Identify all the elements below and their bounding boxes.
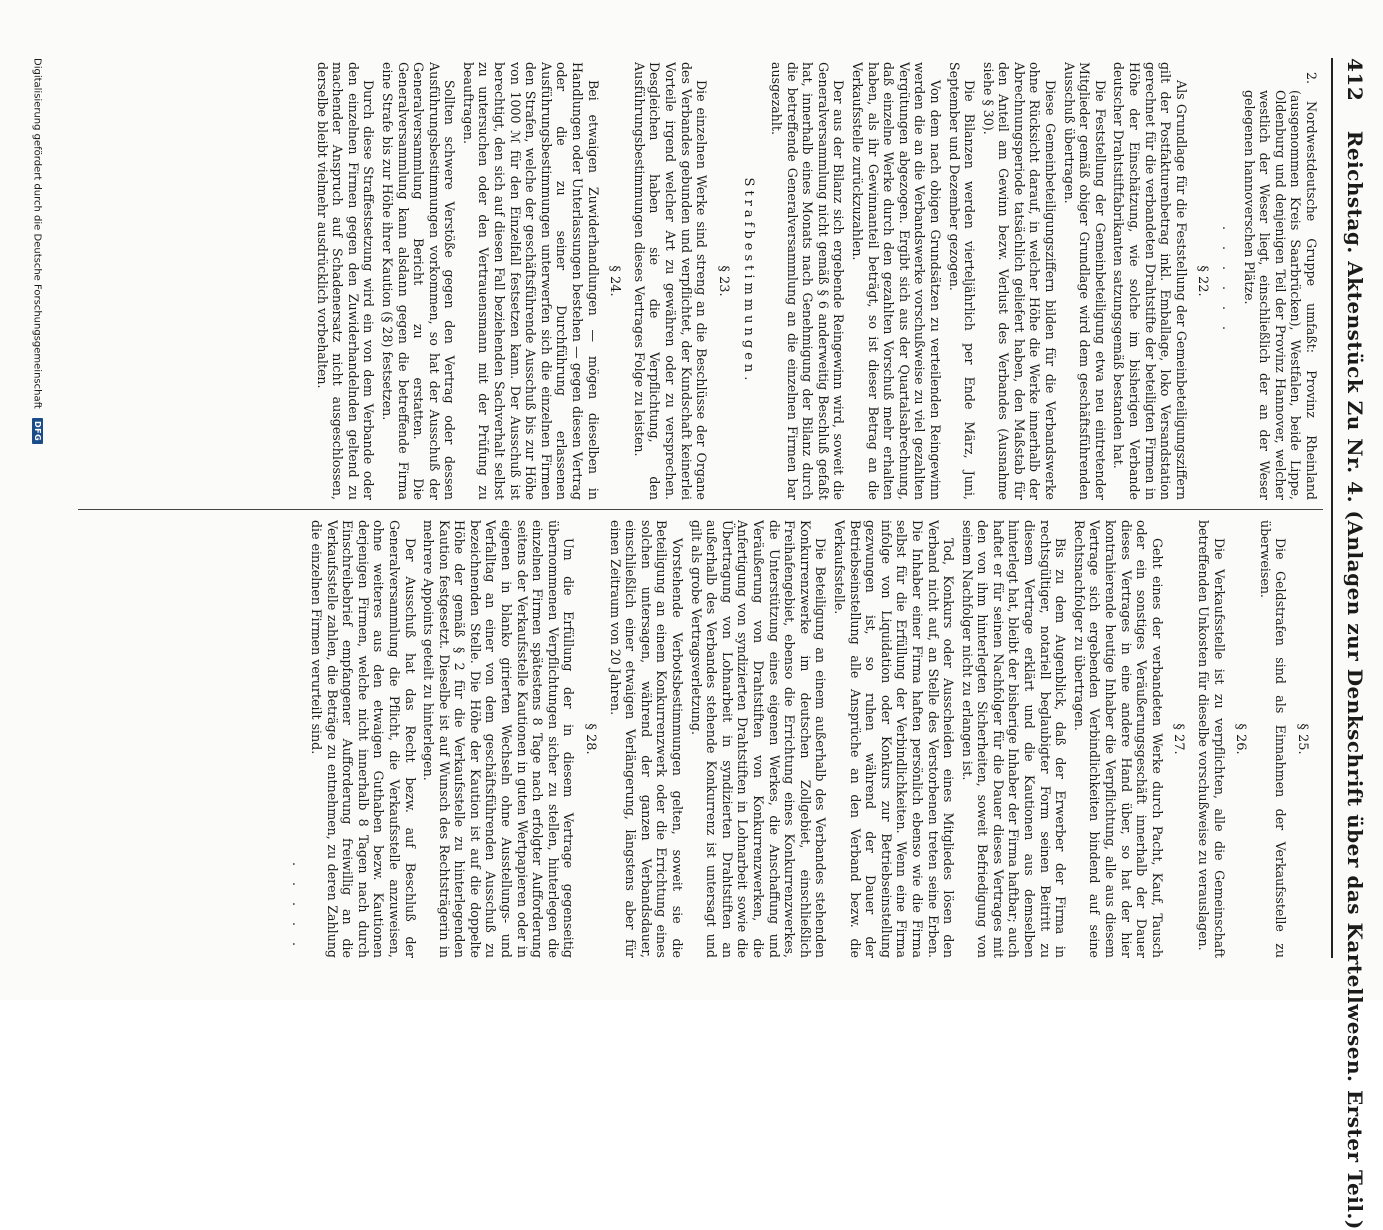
left-column bbox=[79, 62, 1319, 500]
section-27-paragraph: Vorstehende Verbotsbestimmungen gelten, soweit sie die Beteiligung an einem Konkurrenzwerk oder die Errichtung eines solchen untersagen, während der ganzen Verbandsdauer, einschließlich einer etwaigen Verlängerung, längstens aber für einen Zeitraum von 20 Jahren. bbox=[607, 520, 686, 958]
page-number: 412 bbox=[1343, 58, 1367, 102]
right-column bbox=[79, 520, 1319, 958]
funding-notice-text: Digitalisierung gefördert durch die Deutsche Forschungsgemeinschaft bbox=[31, 58, 43, 409]
section-28-paragraph: Der Ausschuß hat das Recht bezw. auf Beschluß der Generalversammlung die Pflicht, die Verkaufsstelle anzuweisen, ohne weiteres aus den etwaigen Guthaben bezw. Kautionen derjenigen Firmen, welche nicht innerhalb 8 Tagen nach durch Einschreibebrief empfangener Aufforderung freiwillig an die Verkaufsstelle zahlen, die Beträge zu entnehmen, zu deren Zahlung die einzelnen Firmen verurteilt sind. bbox=[308, 520, 418, 958]
section-27-paragraph: Geht eines der verbandeten Werke durch Pacht, Kauf, Tausch oder ein sonstiges Veräußerungsgeschäft innerhalb der Dauer dieses Vertrages in eine andere Hand über, so hat der hier kontrahierende heutige Inhaber die Verpflichtung, alle aus diesem Vertrage sich ergebenden Verbindlichkeiten bindend auf seine Rechtsnachfolger zu übertragen. bbox=[1071, 520, 1165, 958]
item-2: 2. Nordwestdeutsche Gruppe umfaßt: Provinz Rheinland (ausgenommen Kreis Saarbrücken), Westfalen, beide Lippe, Oldenburg und denjenigen Teil der Provinz Hannover, welcher westlich der Weser liegt, einschließlich der an der Weser gelegenen hannoverschen Plätze. bbox=[1241, 72, 1319, 500]
section-26-paragraph: Die Verkaufsstelle ist zu verpflichten, alle die Gemeinschaft betreffenden Unkosten für dieselbe vorschußweise zu verauslagen. bbox=[1196, 520, 1227, 958]
omission-dots: . . . . . bbox=[290, 861, 306, 952]
section-22-title: § 22. bbox=[1195, 265, 1211, 297]
column-divider bbox=[78, 509, 1323, 510]
section-27-paragraph: Die Beteiligung an einem außerhalb des Verbandes stehenden Konkurrenzwerke im deutschen Zollgebiet, einschließlich Freihafengebiet, ebenso die Errichtung eines Konkurrenzwerkes, die Unterstützung eines eigenen Werkes, die Anschaffung und Veräußerung von Drahtstiften von Konkurrenzwerken, die Anfertigung von syndizierten Drahtstiften in Lohnarbeit sowie die Übertragung von Lohnarbeit in syndizierten Drahtstiften an außerhalb des Verbandes stehende Konkurrenz ist untersagt und gilt als grobe Vertragsverletzung. bbox=[688, 520, 829, 958]
digitization-notice bbox=[29, 58, 43, 958]
omission-dots: . . . . . . bbox=[1220, 225, 1236, 337]
section-22-paragraph: Als Grundlage für die Feststellung der Gemeinbeteiligungsziffern gilt der Postfakturenbetrag inkl. Emballage, loko Versandstation gerechnet für die verbandeten Drahtstifte der beteiligten Firmen in Höhe der Einschätzung, wie solche im bisherigen Verbande deutscher Drahtstiftfabrikanten satzungsgemäß bestanden hat. bbox=[1111, 62, 1189, 500]
section-27-paragraph: Bis zu dem Augenblick, daß der Erwerber der Firma in rechtsgültiger, notariell beglaubigter Form seinen Beitritt zu diesem Vertrage erklärt und die Kautionen aus demselben hinterlegt hat, bleibt der bisherige Inhaber der Firma haftbar; auch haftet er für seinen Nachfolger für die Dauer dieses Vertrages mit den von ihm hinterlegten Sicherheiten, soweit Befriedigung von seinem Nachfolger nicht zu erlangen ist. bbox=[959, 520, 1069, 958]
section-27-paragraph: Tod, Konkurs oder Ausscheiden eines Mitgliedes lösen den Verband nicht auf, an Stelle des Verstorbenen treten seine Erben. Die Inhaber einer Firma haften persönlich ebenso wie die Firma selbst für die Erfüllung der Verbindlichkeiten. Wenn eine Firma infolge von Liquidation oder Konkurs zur Betriebseinstellung gezwungen ist, so ruhen während der Dauer der Betriebseinstellung alle Ansprüche an den Verband bezw. die Verkaufsstelle. bbox=[831, 520, 957, 958]
section-23-title: § 23. bbox=[715, 265, 731, 297]
section-23-paragraph: Die einzelnen Werke sind streng an die Beschlüsse der Organe des Verbandes gebunden und verpflichtet, der Kundschaft keinerlei Vorteile irgend welcher Art zu gewähren oder zu versprechen. Desgleichen haben sie die Verpflichtung, den Ausführungsbestimmungen dieses Vertrages Folge zu leisten. bbox=[631, 62, 710, 500]
running-title: Reichstag. Aktenstück Zu Nr. 4. (Anlagen zur Denkschrift über das Kartellwesen. Erster Teil.) bbox=[1343, 130, 1367, 1230]
section-heading-strafbestimmungen: Strafbestimmungen. bbox=[741, 177, 757, 385]
dfg-logo bbox=[32, 418, 43, 444]
section-22-paragraph: Der aus der Bilanz sich ergebende Reingewinn wird, soweit die Generalversammlung nicht gemäß § 6 anderweitig Beschluß gefaßt hat, innerhalb eines Monats nach Genehmigung der Bilanz durch die betreffende Generalversammlung an die einzelnen Firmen bar ausgezahlt. bbox=[769, 62, 847, 500]
section-26-title: § 26. bbox=[1233, 723, 1249, 755]
section-27-title: § 27. bbox=[1171, 723, 1187, 755]
header-rule bbox=[1331, 58, 1333, 958]
section-24-paragraph: Bei etwaigen Zuwiderhandlungen — mögen dieselben in Handlungen oder Unterlassungen bestehen — gegen diesen Vertrag oder die zu seiner Durchführung erlassenen Ausführungsbestimmungen unterwerfen sich die einzelnen Firmen den Strafen, welche der geschäftsführende Ausschuß bis zur Höhe von 1000 ℳ für den Einzelfall festsetzen kann. Der Ausschuß ist berechtigt, den sich auf diesen Fall beziehenden Sachverhalt selbst zu untersuchen oder den Vertrauensmann mit der Prüfung zu beauftragen. bbox=[460, 62, 601, 500]
section-24-paragraph: Sollten schwere Verstöße gegen den Vertrag oder dessen Ausführungsbestimmungen vorkommen, so hat der Ausschuß der Generalversammlung Bericht zu erstatten. Die Generalversammlung kann alsdann gegen die betreffende Firma eine Strafe bis zur Höhe ihrer Kaution (§ 28) festsetzen. bbox=[379, 62, 458, 500]
section-22-paragraph: Von dem nach obigen Grundsätzen zu verteilenden Reingewinn werden die an die Verbandswerke vorschußweise zu viel gezahlten Vergütungen abgezogen. Ergibt sich aus der Quartalsabrechnung, daß einzelne Werke durch den gezahlten Vorschuß mehr erhalten haben, als ihr Gewinnanteil beträgt, so ist dieser Betrag an die Verkaufsstelle zurückzuzahlen. bbox=[849, 62, 943, 500]
section-28-paragraph: Um die Erfüllung der in diesem Vertrage gegenseitig übernommenen Verpflichtungen sicher zu stellen, hinterlegen die einzelnen Firmen spätestens 8 Tage nach erfolgter Aufforderung seitens der Verkaufsstelle Kautionen in guten Wertpapieren oder in eigenen in blanko girierten Wechseln ohne Ausstellungs- und Verfalltag an einer von dem geschäftsführenden Ausschuß zu bezeichnenden Stelle. Die Höhe der Kaution ist auf die doppelte Höhe der gemäß § 2 für die Verkaufsstelle zu hinterlegenden Kaution festgesetzt. Dieselbe ist auf Wunsch des Rechtsträgerin in mehrere Appoints geteilt zu hinterlegen. bbox=[421, 520, 577, 958]
section-25-paragraph: Die Geldstrafen sind als Einnahmen der Verkaufsstelle zu überweisen. bbox=[1257, 520, 1289, 958]
section-25-title: § 25. bbox=[1295, 723, 1310, 755]
running-header bbox=[1327, 58, 1367, 1230]
section-28-title: § 28. bbox=[583, 723, 599, 755]
section-24-title: § 24. bbox=[607, 265, 623, 297]
section-22-paragraph: Die Feststellung der Gemeinbeteiligung etwa neu eintretender Mitglieder gemäß obiger Grundlage wird dem geschäftsführenden Ausschuß übertragen. bbox=[1061, 62, 1108, 500]
section-22-paragraph: Die Bilanzen werden vierteljährlich per Ende März, Juni, September und Dezember gezogen. bbox=[946, 62, 978, 500]
section-24-paragraph: Durch diese Straffestsetzung wird ein von dem Verbande oder den einzelnen Firmen gegen den Zuwiderhandelnden geltend zu machender Anspruch auf Schadenersatz nicht ausgeschlossen, derselbe bleibt vielmehr ausdrücklich vorbehalten. bbox=[314, 62, 377, 500]
section-22-paragraph: Diese Gemeinbeteiligungsziffern bilden für die Verbandswerke ohne Rücksicht darauf, in welcher Höhe die Werke innerhalb der Abrechnungsperiode tatsächlich geliefert haben, den Maßstab für den Anteil am Gewinn bezw. Verlust des Verbandes (Ausnahme siehe § 30). bbox=[980, 62, 1059, 500]
